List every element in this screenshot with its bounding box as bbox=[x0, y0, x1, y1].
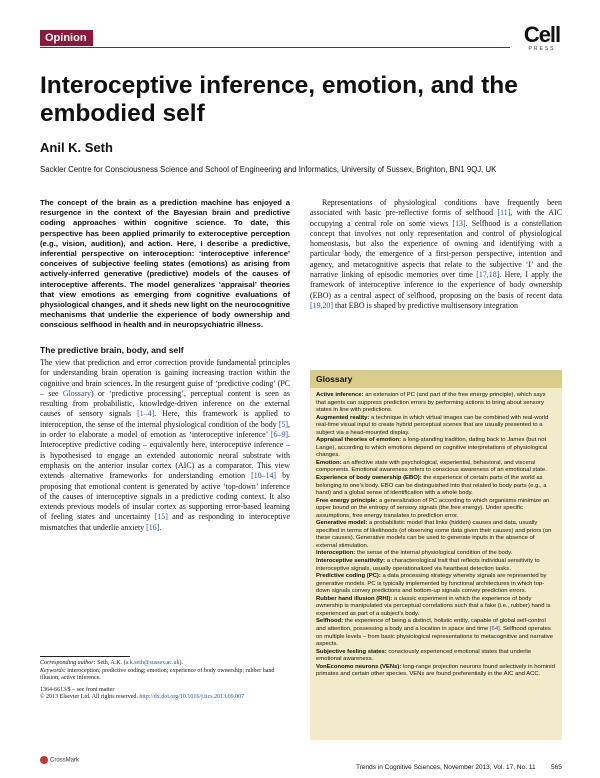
glossary-entry bbox=[316, 664, 556, 679]
article-title: Interoceptive inference, emotion, and the embodied self bbox=[40, 72, 518, 127]
text-span: , in order to elaborate a model of emotion as ‘interoceptive inference’ bbox=[40, 419, 290, 440]
right-column bbox=[310, 198, 562, 311]
text-span: . Here, I apply the framework of interoceptive inference to the experience of body ownership (EBO) as a central aspect of selfhood, proposing on the basis of recent data bbox=[310, 270, 562, 300]
text-span: , with the AIC occupying a central role on some views bbox=[310, 208, 562, 228]
glossary-def: the experience of certain parts of the world as belonging to one's body. EBO can be distinguished into that related to body parts (e.g., a hand) and a global sense of identification with a whole body. bbox=[316, 475, 547, 497]
body-paragraph bbox=[40, 358, 290, 533]
citation-link[interactable]: [11] bbox=[497, 208, 511, 218]
citation-link[interactable]: [10–14] bbox=[251, 471, 277, 481]
text-span: . Selfhood is a constellation concept that involves not only representation and control of physiological homeostasis, but also the experience of owning and identifying with a particular body, the emergence of a first-person perspective, intention and agency, and metacognitive aspects that relate to the subjective ‘I’ and the narrative linking of episodic memories over time bbox=[310, 218, 562, 280]
crossmark-label: CrossMark bbox=[50, 757, 80, 764]
glossary-entry bbox=[316, 573, 556, 596]
doi-link[interactable]: http://dx.doi.org/10.1016/j.tics.2013.09.007 bbox=[139, 694, 245, 701]
corresponding-author bbox=[40, 660, 290, 668]
glossary-def: a long-standing tradition, dating back to James (but not Lange), according to which emotions depend on cognitive interpretations of physiological changes. bbox=[316, 437, 548, 459]
section-tag: Opinion bbox=[40, 30, 93, 46]
text-span: . bbox=[159, 522, 162, 532]
glossary-entry bbox=[316, 649, 556, 664]
text-span: . Interoceptive predictive coding – equivalently here, interoceptive inference – is hypothesised to engage an extended autonomic neural substrate with emphasis on the anterior insular cortex (AIC) as a comparator. This view extends alternative frameworks for understanding emotion bbox=[40, 430, 290, 481]
glossary-entry bbox=[316, 475, 556, 498]
glossary-def: a classic experiment in which the experience of body ownership is manipulated via perceptual correlations such that a fake (i.e., rubber) hand is experienced as part of a subject's body. bbox=[316, 595, 551, 617]
keywords-label: Keywords: bbox=[40, 667, 66, 674]
footnote-rule bbox=[40, 656, 130, 657]
footnotes bbox=[40, 660, 290, 702]
citation-link[interactable]: [16] bbox=[146, 522, 160, 532]
glossary-def: the experience of being a distinct, holistic entity, capable of global self-control and attention, possessing a body and a location in space and time bbox=[316, 618, 546, 632]
glossary-term: Interoceptive sensitivity: bbox=[316, 558, 386, 565]
crossmark-icon bbox=[40, 756, 48, 764]
keywords bbox=[40, 668, 290, 683]
glossary-term: VonEconomo neurons (VENs): bbox=[316, 663, 402, 670]
copyright-text: © 2013 Elsevier Ltd. All rights reserved. bbox=[40, 694, 140, 701]
glossary-def: . Selfhood operates on multiple levels – from basic physiological representations to metacognitive and narrative aspects. bbox=[316, 625, 554, 648]
crossmark-badge[interactable] bbox=[40, 756, 79, 764]
glossary-term: Experience of body ownership (EBO): bbox=[316, 475, 422, 482]
glossary-term: Predictive coding (PC): bbox=[316, 573, 381, 580]
glossary-def: an affective state with psychological, experiential, behavioral, and visceral components. Emotional awareness refers to conscious awareness of an emotional state. bbox=[316, 459, 547, 474]
text-span: by proposing that emotional content is generated by active ‘top-down’ inference of the causes of interoceptive signals in a predictive coding context. It also extends previous models of insular cortex as supporting error-based learning of feeling states and uncertainty bbox=[40, 471, 290, 522]
glossary-entry bbox=[316, 596, 556, 619]
email-link[interactable]: a.k.seth@sussex.ac.uk bbox=[125, 660, 180, 666]
left-column bbox=[40, 198, 290, 533]
glossary-term: Active inference: bbox=[316, 392, 364, 398]
text-span: . Here, this framework is applied to interoception, the sense of the internal physiological condition of the body bbox=[40, 409, 290, 429]
glossary-body bbox=[310, 388, 562, 683]
glossary-term: Selfhood: bbox=[316, 618, 344, 625]
glossary-def: consciously experienced emotional states that underlie emotional awareness. bbox=[316, 648, 532, 663]
corr-end: ). bbox=[179, 660, 183, 666]
glossary-heading: Glossary bbox=[310, 370, 562, 388]
author: Anil K. Seth bbox=[40, 140, 113, 155]
glossary-entry bbox=[316, 437, 556, 460]
page-number: 565 bbox=[551, 764, 562, 771]
citation-link[interactable]: [5] bbox=[278, 419, 289, 429]
citation-link[interactable]: [1–4] bbox=[137, 409, 155, 419]
citation-link[interactable]: [15] bbox=[154, 512, 168, 522]
header-rule bbox=[40, 47, 510, 48]
glossary-term: Generative model: bbox=[316, 520, 368, 527]
glossary-term: Interoception: bbox=[316, 550, 356, 557]
glossary-entry bbox=[316, 460, 556, 475]
corr-label: Corresponding author: bbox=[40, 660, 96, 666]
journal-info: Trends in Cognitive Sciences, November 2013, Vol. 17, No. 11 bbox=[356, 764, 536, 771]
glossary-def: a probabilistic model that links (hidden) causes and data, usually specified in terms of likelihoods (of observing some data given their causes) and priors (on these causes). Generative models can be used to generate inputs in the absence of external stimulation. bbox=[316, 520, 552, 549]
publisher-logo bbox=[522, 24, 562, 52]
glossary-term: Augmented reality: bbox=[316, 414, 370, 421]
citation-link[interactable]: [19,20] bbox=[310, 300, 334, 310]
glossary-entry bbox=[316, 558, 556, 573]
glossary-term: Subjective feeling states: bbox=[316, 648, 387, 655]
glossary-term: Rubber hand illusion (RHI): bbox=[316, 595, 393, 602]
glossary-entry bbox=[316, 415, 556, 438]
text-span: Representations of physiological conditions have frequently been associated with basic pre-reflective forms of selfhood bbox=[310, 198, 562, 218]
citation-link[interactable]: [13] bbox=[452, 218, 466, 228]
glossary-entry bbox=[316, 618, 556, 648]
glossary-def: an extension of PC (and part of the free energy principle), which says that agents can suppress prediction errors by performing actions to bring about sensory states in line with predictions. bbox=[316, 392, 546, 414]
glossary-def: a characterological trait that reflects individual sensitivity to interoceptive signals, usually operationalized via heartbeat detection tasks. bbox=[316, 558, 540, 572]
glossary-def: a technique in which virtual images can be combined with real-world real-time visual input to create hybrid perceptual scenes that are usually presented to a subject via a head-mounted display. bbox=[316, 414, 549, 436]
glossary-entry bbox=[316, 498, 556, 521]
section-heading: The predictive brain, body, and self bbox=[40, 344, 184, 355]
body-paragraph bbox=[310, 198, 562, 311]
glossary-entry bbox=[316, 392, 556, 415]
glossary-def: a data processing strategy whereby signals are represented by generative models. PC is typically implemented by functional architectures in which top-down signals convey predictions and bottom-up signals convey prediction errors. bbox=[316, 573, 547, 595]
logo-press: PRESS bbox=[528, 46, 556, 52]
corr-name: Seth, A.K. ( bbox=[95, 660, 126, 666]
glossary-entry bbox=[316, 550, 556, 558]
abstract: The concept of the brain as a prediction machine has enjoyed a resurgence in the context of the Bayesian brain and predictive coding approaches within cognitive science. To date, this perspective has been applied primarily to exteroceptive perception (e.g., vision, audition), and action. Here, I describe a predictive, inferential perspective on interoception: ‘interoceptive inference’ conceives of subjective feeling states (emotions) as arising from actively-inferred generative (predictive) models of the causes of interoceptive afferents. The model generalizes ‘appraisal’ theories that view emotions as emerging from cognitive evaluations of physiological changes, and it sheds new light on the neurocognitive mechanisms that underlie the experience of body ownership and conscious selfhood in health and in neuropsychiatric illness. bbox=[40, 198, 290, 330]
glossary-box bbox=[310, 370, 562, 740]
citation-link[interactable]: [64] bbox=[489, 625, 500, 632]
citation-link[interactable]: [17,18] bbox=[476, 270, 500, 280]
text-span: that EBO is shaped by predictive multisensory integration bbox=[333, 300, 518, 310]
glossary-term: Appraisal theories of emotion: bbox=[316, 437, 402, 444]
logo-word: Cell bbox=[523, 22, 561, 47]
citation-link[interactable]: [6–9] bbox=[270, 430, 289, 440]
glossary-term: Free energy principle: bbox=[316, 497, 378, 504]
copyright bbox=[40, 694, 290, 702]
glossary-def: the sense of the internal physiological condition of the body. bbox=[355, 550, 513, 557]
issn: 1364-6613/$ – see front matter bbox=[40, 686, 115, 693]
glossary-entry bbox=[316, 520, 556, 550]
text-span: and as responding to interoceptive mismatches that underlie anxiety bbox=[40, 512, 291, 532]
glossary-def: a generalization of PC according to which organisms minimize an upper bound on the entropy of sensory signals (the free energy). Under specific assumptions, free energy translates to prediction error. bbox=[316, 497, 550, 519]
keywords-text: interoception; predictive coding; emotion; experience of body ownership; rubber hand illusion; active inference. bbox=[40, 667, 275, 682]
glossary-term: Emotion: bbox=[316, 459, 342, 466]
text-span: ) or ‘predictive processing’, perceptual content is seen as resulting from probabilistic, knowledge-driven inference on the external causes of sensory signals bbox=[40, 388, 290, 419]
glossary-link[interactable]: Glossary bbox=[62, 388, 91, 398]
affiliation: Sackler Centre for Consciousness Science and School of Engineering and Informatics, University of Sussex, Brighton, BN1 9QJ, UK bbox=[40, 165, 497, 174]
glossary-def: long-range projection neurons found selectively in hominid primates and certain other species. VENs are found preferentially in the AIC and ACC. bbox=[316, 663, 555, 678]
text-span: The view that prediction and error correction provide fundamental principles for understanding brain operation is gaining increasing traction within the cognitive and brain sciences. In the resurgent guise of ‘predictive coding’ (PC – see bbox=[40, 357, 290, 398]
